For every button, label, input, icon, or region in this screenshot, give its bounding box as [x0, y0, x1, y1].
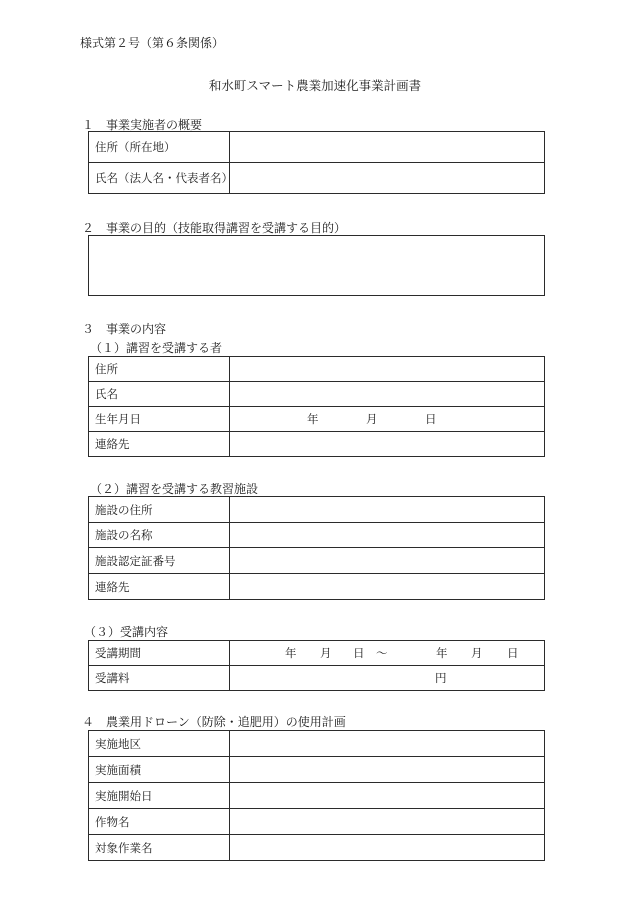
area-size-label: 実施面積 — [89, 757, 230, 783]
table-row — [89, 731, 545, 757]
facility-table — [88, 496, 545, 600]
sub1-heading: （１）講習を受講する者 — [90, 341, 223, 355]
name-label: 氏名（法人名・代表者名） — [89, 163, 230, 194]
table-row — [89, 783, 545, 809]
table-row — [89, 757, 545, 783]
table-row — [89, 432, 545, 457]
start-date-field[interactable] — [230, 783, 545, 809]
trainee-name-field[interactable] — [230, 382, 545, 407]
period-day2: 日 — [507, 646, 519, 660]
period-month2: 月 — [471, 646, 483, 660]
drone-plan-table — [88, 730, 545, 861]
section3-heading: ３ 事業の内容 — [82, 322, 167, 336]
purpose-textarea[interactable] — [88, 235, 545, 296]
fee-field[interactable] — [230, 666, 545, 691]
trainee-name-label: 氏名 — [89, 382, 230, 407]
facility-address-label: 施設の住所 — [89, 497, 230, 523]
area-district-label: 実施地区 — [89, 731, 230, 757]
dob-field[interactable] — [230, 407, 545, 432]
trainee-address-label: 住所 — [89, 357, 230, 382]
table-row — [89, 407, 545, 432]
address-label: 住所（所在地） — [89, 132, 230, 163]
section1-table — [88, 131, 545, 194]
table-row — [89, 382, 545, 407]
area-district-field[interactable] — [230, 731, 545, 757]
facility-address-field[interactable] — [230, 497, 545, 523]
table-row — [89, 641, 545, 666]
month-unit: 月 — [366, 412, 378, 426]
period-field[interactable] — [230, 641, 545, 666]
facility-cert-label: 施設認定証番号 — [89, 548, 230, 574]
fee-label: 受講料 — [89, 666, 230, 691]
table-row — [89, 132, 545, 163]
table-row — [89, 357, 545, 382]
page-title: 和水町スマート農業加速化事業計画書 — [208, 78, 422, 93]
form-id: 様式第２号（第６条関係） — [80, 36, 225, 50]
facility-cert-field[interactable] — [230, 548, 545, 574]
task-label: 対象作業名 — [89, 835, 230, 861]
period-tilde: ～ — [376, 646, 388, 660]
trainee-contact-label: 連絡先 — [89, 432, 230, 457]
period-day1: 日 — [353, 646, 365, 660]
area-size-field[interactable] — [230, 757, 545, 783]
name-field[interactable] — [230, 163, 545, 194]
yen-unit: 円 — [435, 671, 447, 685]
address-field[interactable] — [230, 132, 545, 163]
section4-heading: ４ 農業用ドローン（防除・追肥用）の使用計画 — [82, 715, 346, 729]
sub2-heading: （２）講習を受講する教習施設 — [90, 482, 259, 496]
dob-label: 生年月日 — [89, 407, 230, 432]
period-month1: 月 — [320, 646, 332, 660]
section1-heading: １ 事業実施者の概要 — [82, 118, 203, 132]
table-row — [89, 497, 545, 523]
table-row — [89, 163, 545, 194]
facility-contact-field[interactable] — [230, 574, 545, 600]
facility-contact-label: 連絡先 — [89, 574, 230, 600]
table-row — [89, 523, 545, 548]
facility-name-field[interactable] — [230, 523, 545, 548]
period-label: 受講期間 — [89, 641, 230, 666]
course-table — [88, 640, 545, 691]
trainee-contact-field[interactable] — [230, 432, 545, 457]
facility-name-label: 施設の名称 — [89, 523, 230, 548]
table-row — [89, 548, 545, 574]
day-unit: 日 — [425, 412, 437, 426]
period-year2: 年 — [436, 646, 448, 660]
trainee-table — [88, 356, 545, 457]
table-row — [89, 809, 545, 835]
table-row — [89, 666, 545, 691]
crop-label: 作物名 — [89, 809, 230, 835]
task-field[interactable] — [230, 835, 545, 861]
start-date-label: 実施開始日 — [89, 783, 230, 809]
year-unit: 年 — [307, 412, 319, 426]
table-row — [89, 835, 545, 861]
trainee-address-field[interactable] — [230, 357, 545, 382]
table-row — [89, 574, 545, 600]
sub3-heading: （３）受講内容 — [84, 625, 169, 639]
crop-field[interactable] — [230, 809, 545, 835]
period-year1: 年 — [285, 646, 297, 660]
section2-heading: ２ 事業の目的（技能取得講習を受講する目的） — [82, 221, 347, 235]
